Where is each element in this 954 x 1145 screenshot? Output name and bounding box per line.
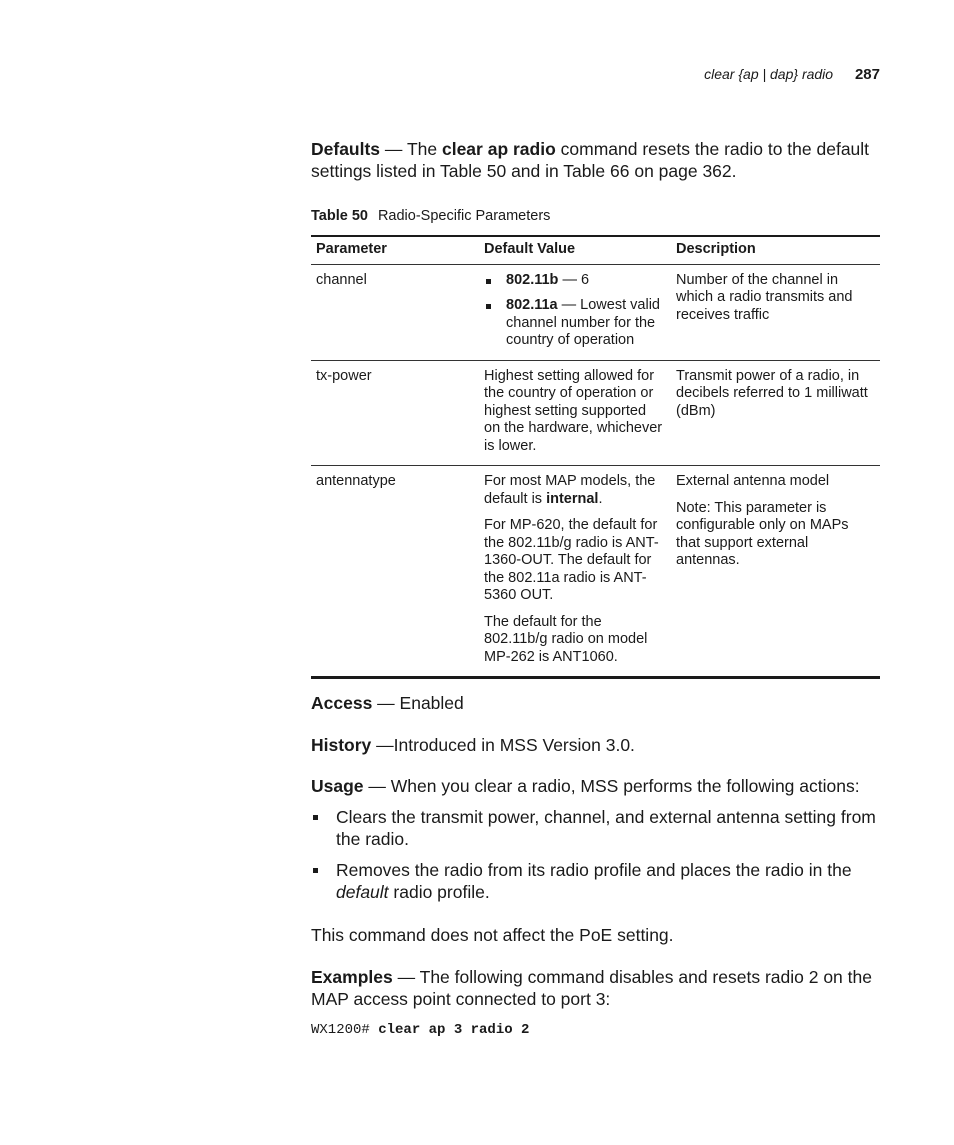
description-text: External antenna model (676, 473, 830, 489)
default-cell (479, 360, 671, 466)
example-code (311, 1022, 887, 1038)
access-paragraph (311, 692, 887, 714)
param-cell: tx-power (311, 360, 479, 466)
page-content (311, 138, 887, 1038)
examples-label: Examples (311, 967, 393, 987)
table-caption (311, 208, 887, 224)
history-text: —Introduced in MSS Version 3.0. (371, 735, 635, 755)
poe-note: This command does not affect the PoE setting. (311, 925, 674, 945)
code-command: clear ap 3 radio 2 (378, 1022, 530, 1038)
header-default-value: Default Value (479, 236, 671, 264)
description-cell (671, 264, 880, 360)
bullet-text: Removes the radio from its radio profile and places the radio in the (336, 860, 852, 880)
usage-text: — When you clear a radio, MSS performs the following actions: (363, 776, 860, 796)
bullet-bold: 802.11b (506, 271, 559, 288)
table-row-tx-power (311, 360, 880, 466)
table-row-antennatype (311, 466, 880, 678)
list-item: Clears the transmit power, channel, and external antenna setting from the radio. (311, 806, 887, 850)
bullet-emphasis: default (336, 882, 389, 902)
history-label: History (311, 735, 372, 755)
examples-text: — The following command disables and resets radio 2 on the MAP access point connected to port 3: (311, 967, 872, 1009)
access-text: — Enabled (372, 693, 464, 713)
default-text-bold: internal (546, 490, 599, 507)
defaults-command: clear ap radio (441, 139, 556, 159)
table-caption-title: Radio-Specific Parameters (377, 208, 551, 224)
table-header-row (311, 236, 880, 264)
default-text: For MP-620, the default for the 802.11b/g radio is ANT-1360-OUT. The default for the 802.11a radio is ANT-5360 OUT. (484, 517, 659, 603)
default-text (484, 473, 666, 508)
description-text: Number of the channel in which a radio transmits and receives traffic (676, 271, 853, 323)
radio-parameters-table (311, 235, 880, 679)
list-item (311, 859, 887, 903)
page-number: 287 (854, 66, 880, 83)
table-row-channel (311, 264, 880, 360)
bullet-text: — 6 (558, 271, 590, 288)
list-item (484, 272, 666, 290)
defaults-text-2: command resets the radio to the default settings listed in Table 50 and in Table 66 on page 362. (311, 139, 870, 181)
running-header (704, 66, 880, 83)
examples-paragraph (311, 966, 887, 1010)
code-prompt: WX1200# (311, 1022, 379, 1038)
header-title: clear {ap | dap} radio (704, 66, 834, 82)
table-caption-label: Table 50 (311, 208, 368, 224)
default-cell (479, 466, 671, 678)
history-paragraph (311, 734, 887, 756)
param-cell: channel (311, 264, 479, 360)
defaults-text-1: — The (380, 139, 442, 159)
param-cell: antennatype (311, 466, 479, 678)
description-cell (671, 360, 880, 466)
description-text: Transmit power of a radio, in decibels referred to 1 milliwatt (dBm) (676, 367, 868, 419)
default-text: The default for the 802.11b/g radio on model MP-262 is ANT1060. (484, 613, 648, 665)
header-description: Description (671, 236, 880, 264)
access-label: Access (311, 693, 373, 713)
default-cell (479, 264, 671, 360)
list-item (484, 297, 666, 350)
bullet-bold: 802.11a (506, 297, 558, 313)
bullet-text: radio profile. (388, 882, 490, 902)
defaults-paragraph (311, 138, 887, 182)
description-note: Note: This parameter is configurable only on MAPs that support external antennas. (676, 499, 849, 568)
bullet-text: — Lowest valid channel number for the country of operation (506, 297, 660, 348)
usage-paragraph (311, 775, 887, 797)
usage-label: Usage (311, 776, 364, 796)
default-text-part: For most MAP models, the default is (484, 473, 656, 507)
default-text: Highest setting allowed for the country of operation or highest setting supported on the hardware, whichever is lower. (484, 367, 663, 454)
description-cell (671, 466, 880, 678)
usage-list (311, 806, 887, 903)
header-parameter: Parameter (311, 236, 479, 264)
default-text-part: . (598, 490, 603, 507)
defaults-label: Defaults (311, 139, 381, 159)
